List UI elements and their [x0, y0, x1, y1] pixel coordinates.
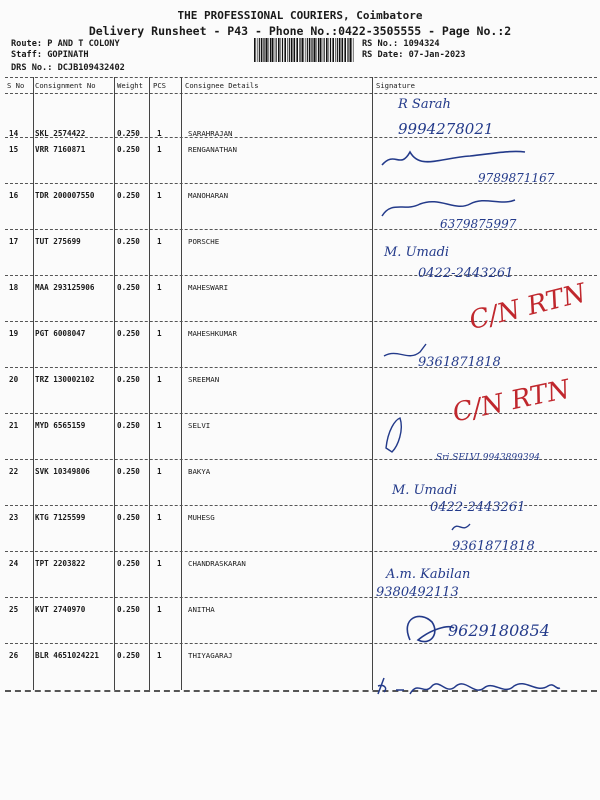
signature-21-scribble — [386, 418, 401, 452]
row-sno: 25 — [9, 605, 19, 614]
runsheet-subtitle: Delivery Runsheet - P43 - Phone No.:0422-3505555 - Page No.:2 — [88, 24, 512, 38]
signature-15-scribble — [382, 151, 525, 165]
row-consignment: KTG 7125599 — [35, 513, 86, 522]
row-weight: 0.250 — [117, 513, 140, 522]
signature-18-return-mark: C/N RTN — [466, 278, 589, 337]
col-pcs: PCS — [153, 81, 166, 90]
signature-21: Sri SELVI 9943899394 — [436, 453, 541, 463]
row-consignment: TDR 200007550 — [35, 191, 95, 200]
row-consignee: SARAHRAJAN — [188, 129, 233, 138]
signature-15-phone: 9789871167 — [478, 171, 555, 185]
row-weight: 0.250 — [117, 375, 140, 384]
signature-25-scribble — [407, 616, 454, 641]
row-sno: 14 — [9, 129, 19, 138]
row-consignee: THIYAGARAJ — [188, 651, 233, 660]
signature-23-phone: 9361871818 — [452, 539, 535, 554]
row-consignee: BAKYA — [188, 467, 211, 476]
row-sno: 23 — [9, 513, 19, 522]
rs-date: RS Date: 07-Jan-2023 — [362, 50, 466, 60]
signature-16-scribble — [382, 200, 515, 216]
row-consignment: SVK 10349806 — [35, 467, 90, 476]
company-title: THE PROFESSIONAL COURIERS, Coimbatore — [177, 9, 423, 22]
row-pcs: 1 — [157, 283, 162, 292]
row-sno: 21 — [9, 421, 19, 430]
row-sno: 22 — [9, 467, 19, 476]
row-consignee: ANITHA — [188, 605, 215, 614]
row-consignment: TPT 2203822 — [35, 559, 86, 568]
row-consignee: MUHESG — [188, 513, 215, 522]
row-pcs: 1 — [157, 651, 162, 660]
signature-17: M. Umadi — [384, 245, 450, 260]
row-sno: 18 — [9, 283, 19, 292]
col-consignment: Consignment No — [35, 81, 96, 90]
row-consignee: SELVI — [188, 421, 211, 430]
signature-24: A.m. Kabilan — [386, 567, 471, 582]
row-pcs: 1 — [157, 191, 162, 200]
row-weight: 0.250 — [117, 651, 140, 660]
row-pcs: 1 — [157, 421, 162, 430]
signature-14-phone: 9994278021 — [398, 120, 494, 138]
row-weight: 0.250 — [117, 191, 140, 200]
signature-26-scribble — [378, 678, 560, 694]
row-pcs: 1 — [157, 329, 162, 338]
row-consignment: MAA 293125906 — [35, 283, 95, 292]
row-pcs: 1 — [157, 559, 162, 568]
row-consignee: RENGANATHAN — [188, 145, 237, 154]
row-consignment: PGT 6008047 — [35, 329, 86, 338]
row-weight: 0.250 — [117, 421, 140, 430]
row-weight: 0.250 — [117, 145, 140, 154]
row-weight: 0.250 — [117, 329, 140, 338]
row-pcs: 1 — [157, 237, 162, 246]
row-consignment: SKL 2574422 — [35, 129, 86, 138]
col-weight: Weight — [117, 81, 143, 90]
row-consignee: MAHESHKUMAR — [188, 329, 237, 338]
row-consignee: CHANDRASKARAN — [188, 559, 246, 568]
row-weight: 0.250 — [117, 129, 140, 138]
signature-17-phone: 0422-2443261 — [418, 266, 514, 281]
signature-25-phone: 9629180854 — [448, 621, 550, 640]
row-weight: 0.250 — [117, 559, 140, 568]
row-consignee: SREEMAN — [188, 375, 220, 384]
row-sno: 24 — [9, 559, 19, 568]
row-sno: 16 — [9, 191, 19, 200]
row-sno: 17 — [9, 237, 19, 246]
row-consignment: TRZ 130002102 — [35, 375, 95, 384]
col-signature: Signature — [376, 81, 415, 90]
row-consignment: MYD 6565159 — [35, 421, 86, 430]
row-sno: 20 — [9, 375, 19, 384]
row-sno: 26 — [9, 651, 19, 660]
row-weight: 0.250 — [117, 605, 140, 614]
drs-number: DRS No.: DCJB109432402 — [11, 63, 125, 73]
row-pcs: 1 — [157, 467, 162, 476]
row-consignment: BLR 4651024221 — [35, 651, 100, 660]
row-weight: 0.250 — [117, 283, 140, 292]
row-consignee: MAHESWARI — [188, 283, 229, 292]
row-consignee: PORSCHE — [188, 237, 220, 246]
signature-14: R Sarah — [398, 97, 451, 112]
row-pcs: 1 — [157, 145, 162, 154]
signature-23-scribble — [452, 524, 470, 530]
row-consignment: KVT 2740970 — [35, 605, 86, 614]
row-consignee: MANOHARAN — [188, 191, 229, 200]
row-weight: 0.250 — [117, 467, 140, 476]
rs-number: RS No.: 1094324 — [362, 39, 440, 49]
row-pcs: 1 — [157, 513, 162, 522]
staff-label: Staff: GOPINATH — [11, 50, 89, 60]
col-sno: S No — [7, 81, 25, 90]
col-consignee: Consignee Details — [185, 81, 259, 90]
row-weight: 0.250 — [117, 237, 140, 246]
row-consignment: TUT 275699 — [35, 237, 81, 246]
row-sno: 19 — [9, 329, 19, 338]
signature-19-phone: 9361871818 — [418, 355, 501, 370]
signature-16-phone: 6379875997 — [440, 217, 517, 231]
signature-22-phone: 0422-2443261 — [430, 500, 526, 515]
row-pcs: 1 — [157, 129, 162, 138]
signature-24-phone: 9380492113 — [376, 585, 459, 600]
signature-20-return-mark: C/N RTN — [450, 374, 573, 429]
row-sno: 15 — [9, 145, 19, 154]
row-consignment: VRR 7160871 — [35, 145, 86, 154]
signature-22: M. Umadi — [392, 483, 458, 498]
row-pcs: 1 — [157, 605, 162, 614]
route-label: Route: P AND T COLONY — [11, 39, 120, 49]
row-pcs: 1 — [157, 375, 162, 384]
